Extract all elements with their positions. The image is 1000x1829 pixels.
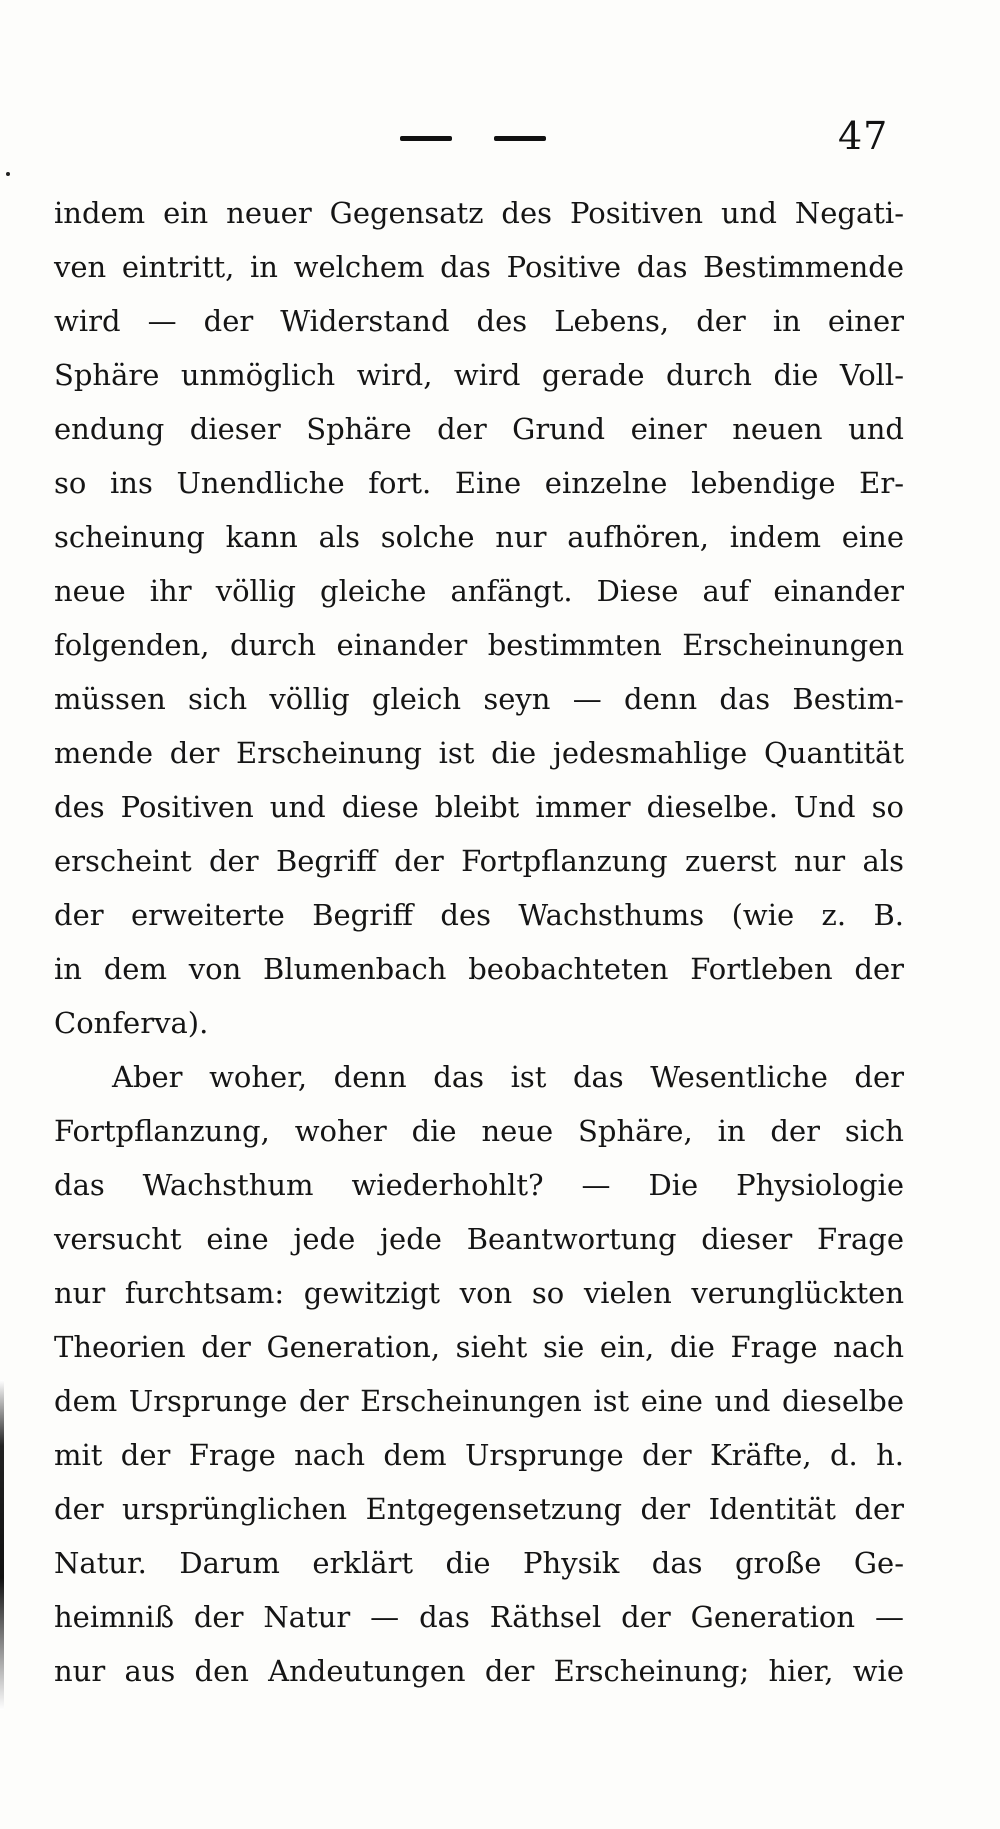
scan-speck: [6, 172, 10, 176]
body-text: [54, 186, 904, 1698]
text-line: nur furchtsam: gewitzigt von so vielen verunglückten: [54, 1276, 904, 1310]
text-line: scheinung kann als solche nur aufhören, indem eine: [54, 520, 904, 554]
text-line: nur aus den Andeutungen der Erscheinung; hier, wie: [54, 1654, 904, 1688]
text-line: endung dieser Sphäre der Grund einer neuen und: [54, 412, 904, 446]
text-line: so ins Unendliche fort. Eine einzelne lebendige Er-: [54, 466, 904, 500]
text-line: Fortpflanzung, woher die neue Sphäre, in der sich: [54, 1114, 904, 1148]
text-line: versucht eine jede jede Beantwortung dieser Frage: [54, 1222, 904, 1256]
header-dash-left: [400, 136, 452, 141]
text-line: mit der Frage nach dem Ursprunge der Kräfte, d. h.: [54, 1438, 904, 1472]
scan-binding-shadow: [0, 1380, 4, 1710]
text-line: dem Ursprunge der Erscheinungen ist eine und dieselbe: [54, 1384, 904, 1418]
text-line: Sphäre unmöglich wird, wird gerade durch die Voll-: [54, 358, 904, 392]
paragraph-start-line: Aber woher, denn das ist das Wesentliche der: [112, 1060, 904, 1094]
text-line: neue ihr völlig gleiche anfängt. Diese auf einander: [54, 574, 904, 608]
text-line: Natur. Darum erklärt die Physik das große Ge-: [54, 1546, 904, 1580]
text-line: das Wachsthum wiederhohlt? — Die Physiologie: [54, 1168, 904, 1202]
text-line: in dem von Blumenbach beobachteten Fortleben der: [54, 952, 904, 986]
text-line: des Positiven und diese bleibt immer dieselbe. Und so: [54, 790, 904, 824]
text-line: müssen sich völlig gleich seyn — denn das Bestim-: [54, 682, 904, 716]
text-line: der ursprünglichen Entgegensetzung der Identität der: [54, 1492, 904, 1526]
text-line: indem ein neuer Gegensatz des Positiven und Negati-: [54, 196, 904, 230]
page-number: 47: [838, 114, 889, 158]
text-line: der erweiterte Begriff des Wachsthums (wie z. B.: [54, 898, 904, 932]
paragraph-end-line: Conferva).: [54, 1006, 209, 1040]
text-line: folgenden, durch einander bestimmten Erscheinungen: [54, 628, 904, 662]
text-line: Theorien der Generation, sieht sie ein, die Frage nach: [54, 1330, 904, 1364]
page-header: [0, 110, 1000, 170]
text-line: erscheint der Begriff der Fortpflanzung zuerst nur als: [54, 844, 904, 878]
text-line: mende der Erscheinung ist die jedesmahlige Quantität: [54, 736, 904, 770]
text-line: wird — der Widerstand des Lebens, der in einer: [54, 304, 904, 338]
header-dash-right: [494, 136, 546, 141]
text-line: ven eintritt, in welchem das Positive das Bestimmende: [54, 250, 904, 284]
text-line: heimniß der Natur — das Räthsel der Generation —: [54, 1600, 904, 1634]
